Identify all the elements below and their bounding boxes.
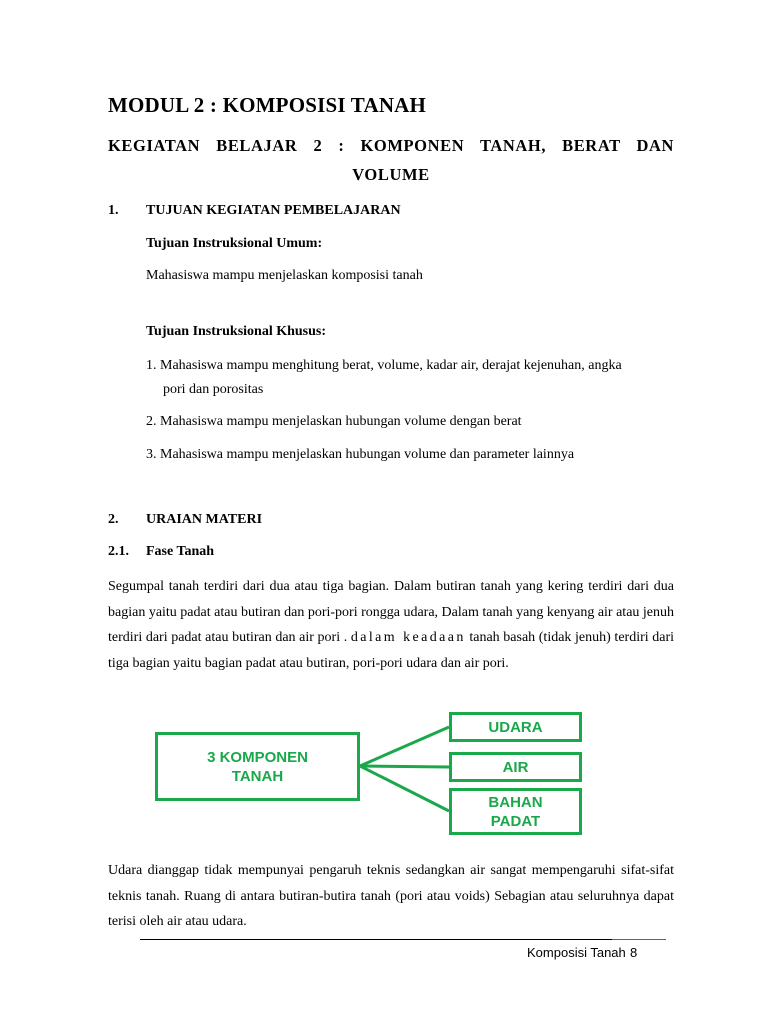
component-bahan-line1: BAHAN <box>488 793 543 811</box>
objective-item-1: 1. Mahasiswa mampu menghitung berat, volume, kadar air, derajat kejenuhan, angka <box>146 358 622 373</box>
paragraph1-spaced: dalam keadaan <box>350 630 466 645</box>
component-air-box <box>449 752 582 782</box>
activity-title-line2: VOLUME <box>352 165 430 184</box>
section1-title: TUJUAN KEGIATAN PEMBELAJARAN <box>146 203 401 218</box>
component-padat-line2: PADAT <box>490 812 541 830</box>
paragraph1-part-a: Segumpal tanah terdiri dari dua atau tiga bagian. Dalam butiran tanah yang kering terdiri dari dua bagian yaitu padat atau butiran dan pori-pori rongga udara, Dalam tanah yang kenyang air atau jenuh terdiri dari padat atau butiran dan air pori . <box>108 579 675 645</box>
subsection-title: Fase Tanah <box>146 544 215 559</box>
activity-title-line1: KEGIATAN BELAJAR 2 : KOMPONEN TANAH, BERAT DAN <box>108 136 674 155</box>
main-component-box <box>155 732 360 801</box>
objective-item-2: 2. Mahasiswa mampu menjelaskan hubungan volume dengan berat <box>146 414 522 429</box>
module-title: MODUL 2 : KOMPOSISI TANAH <box>108 93 427 117</box>
footer-rule-accent <box>612 939 666 940</box>
component-udara-box <box>449 712 582 742</box>
general-objective-text: Mahasiswa mampu menjelaskan komposisi tanah <box>146 268 423 283</box>
component-udara-label: UDARA <box>488 718 543 736</box>
section2-title: URAIAN MATERI <box>146 512 263 527</box>
section1-number: 1. <box>108 203 119 218</box>
objective-item-1-cont: pori dan porositas <box>163 382 264 397</box>
main-component-line1: 3 KOMPONEN <box>207 748 308 766</box>
specific-objective-label: Tujuan Instruksional Khusus: <box>146 324 327 339</box>
main-component-line2: TANAH <box>231 767 284 785</box>
subsection-number: 2.1. <box>108 544 129 559</box>
objective-item-3: 3. Mahasiswa mampu menjelaskan hubungan volume dan parameter lainnya <box>146 447 575 462</box>
general-objective-label: Tujuan Instruksional Umum: <box>146 236 323 251</box>
paragraph1-part-b: tanah basah (tidak jenuh) terdiri dari tiga bagian yaitu bagian padat atau butiran, pori-pori udara dan air pori. <box>108 630 675 671</box>
page-number: 8 <box>630 945 638 960</box>
paragraph-udara: Udara dianggap tidak mempunyai pengaruh teknis sedangkan air sangat mempengaruhi sifat-sifat teknis tanah. Ruang di antara butiran-butira tanah (pori atau voids) Sebagian atau seluruhnya dapat terisi oleh air atau udara. <box>108 863 674 929</box>
footer-label: Komposisi Tanah <box>527 945 626 960</box>
component-bahan-padat-box <box>449 788 582 835</box>
footer-rule <box>140 939 612 940</box>
component-air-label: AIR <box>502 758 529 776</box>
section2-number: 2. <box>108 512 119 527</box>
